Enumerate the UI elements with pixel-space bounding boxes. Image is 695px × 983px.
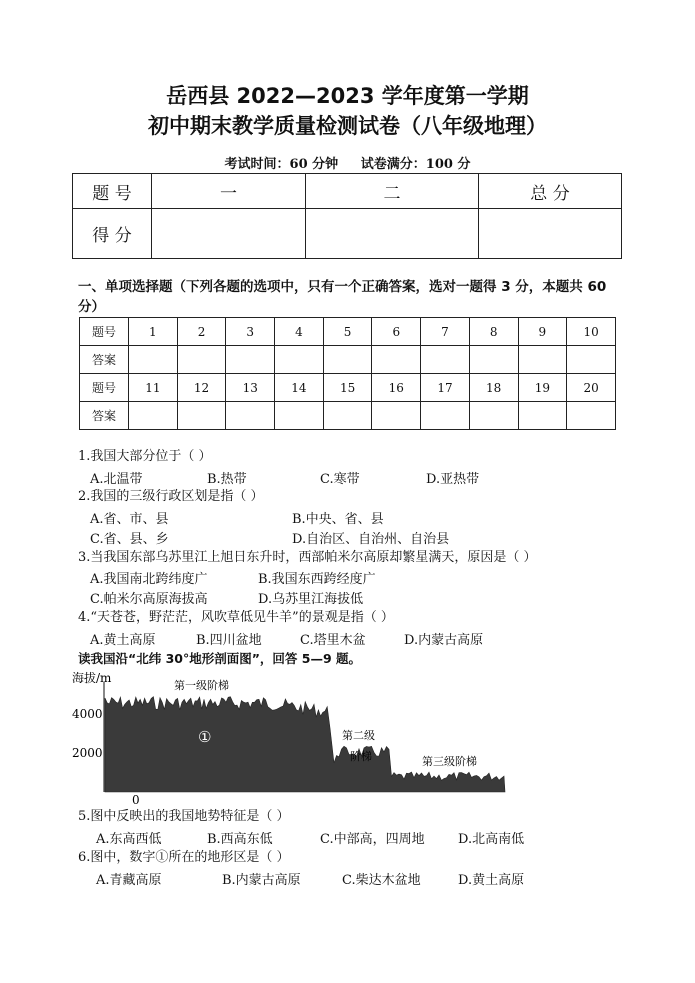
terrain-profile-area — [105, 697, 505, 792]
option[interactable]: D.自治区、自治州、自治县 — [292, 532, 450, 547]
y-tick-4000: 4000 — [72, 707, 103, 721]
row-label: 题号 — [80, 374, 129, 402]
question-number-cell: 6 — [372, 318, 421, 346]
option[interactable]: D.北高南低 — [458, 832, 525, 847]
answer-cell[interactable] — [226, 402, 275, 430]
question-number-cell: 9 — [518, 318, 567, 346]
question-number-cell: 18 — [469, 374, 518, 402]
question-number-cell: 8 — [469, 318, 518, 346]
option[interactable]: B.我国东西跨经度广 — [258, 572, 376, 587]
answer-grid-answer-row — [80, 402, 616, 430]
option[interactable]: D.乌苏里江海拔低 — [258, 592, 364, 607]
question-number-cell: 4 — [275, 318, 324, 346]
score-header-part1: 一 — [152, 174, 306, 209]
y-tick-0: 0 — [132, 793, 140, 806]
option[interactable]: A.黄土高原 — [90, 633, 156, 648]
answer-cell[interactable] — [323, 402, 372, 430]
question-stem: 5.图中反映出的我国地势特征是（ ） — [78, 809, 290, 824]
row-label: 答案 — [80, 402, 129, 430]
score-table — [72, 173, 622, 259]
question-number-cell: 19 — [518, 374, 567, 402]
option[interactable]: A.东高西低 — [96, 832, 162, 847]
question-number-cell: 3 — [226, 318, 275, 346]
option[interactable]: B.热带 — [207, 472, 247, 487]
question-number-cell: 15 — [323, 374, 372, 402]
question-stem: 1.我国大部分位于（ ） — [78, 449, 212, 464]
answer-cell[interactable] — [567, 346, 616, 374]
answer-cell[interactable] — [129, 346, 178, 374]
answer-cell[interactable] — [469, 402, 518, 430]
answer-cell[interactable] — [469, 346, 518, 374]
row-label: 答案 — [80, 346, 129, 374]
y-axis-label: 海拔/m — [72, 671, 112, 685]
question-number-cell: 12 — [177, 374, 226, 402]
answer-cell[interactable] — [518, 402, 567, 430]
answer-cell[interactable] — [421, 346, 470, 374]
question-stem: 3.当我国东部乌苏里江上旭日东升时，西部帕米尔高原却繁星满天，原因是（ ） — [78, 550, 537, 565]
option[interactable]: A.青藏高原 — [96, 873, 162, 888]
option[interactable]: D.亚热带 — [426, 472, 480, 487]
step3-label: 第三级阶梯 — [422, 755, 477, 768]
score-header-part2: 二 — [306, 174, 479, 209]
option[interactable]: A.北温带 — [90, 472, 143, 487]
option[interactable]: C.省、县、乡 — [90, 532, 169, 547]
answer-grid-number-row — [80, 318, 616, 346]
option[interactable]: B.中央、省、县 — [292, 512, 384, 527]
exam-title-line2: 初中期末教学质量检测试卷（八年级地理） — [148, 114, 547, 138]
option[interactable]: C.寒带 — [320, 472, 360, 487]
question-number-cell: 2 — [177, 318, 226, 346]
option[interactable]: D.黄土高原 — [458, 873, 525, 888]
answer-cell[interactable] — [226, 346, 275, 374]
marker-1: ① — [198, 728, 212, 746]
figure-intro: 读我国沿“北纬 30°地形剖面图”，回答 5—9 题。 — [78, 651, 362, 666]
answer-cell[interactable] — [177, 346, 226, 374]
score-header-total: 总 分 — [479, 174, 622, 209]
question-number-cell: 5 — [323, 318, 372, 346]
score-header-label: 题 号 — [73, 174, 152, 209]
option[interactable]: A.我国南北跨纬度广 — [90, 572, 208, 587]
option[interactable]: B.西高东低 — [207, 832, 273, 847]
question-number-cell: 1 — [129, 318, 178, 346]
option[interactable]: B.内蒙古高原 — [222, 873, 301, 888]
answer-grid-answer-row — [80, 346, 616, 374]
option[interactable]: C.柴达木盆地 — [342, 873, 421, 888]
step2-label-a: 第二级 — [342, 729, 375, 742]
question-number-cell: 13 — [226, 374, 275, 402]
answer-cell[interactable] — [518, 346, 567, 374]
option[interactable]: C.帕米尔高原海拔高 — [90, 592, 208, 607]
row-label: 题号 — [80, 318, 129, 346]
exam-info: 考试时间：60 分钟 试卷满分：100 分 — [224, 157, 471, 172]
section1-heading: 一、单项选择题（下列各题的选项中，只有一个正确答案，选对一题得 3 分，本题共 60 分） — [78, 279, 607, 315]
question-stem: 2.我国的三级行政区划是指（ ） — [78, 489, 264, 504]
answer-cell[interactable] — [323, 346, 372, 374]
answer-grid-number-row — [80, 374, 616, 402]
score-row-label: 得 分 — [73, 209, 152, 259]
option[interactable]: D.内蒙古高原 — [404, 633, 484, 648]
question-number-cell: 10 — [567, 318, 616, 346]
answer-cell[interactable] — [372, 346, 421, 374]
exam-title-line1: 岳西县 2022—2023 学年度第一学期 — [166, 84, 529, 108]
question-number-cell: 17 — [421, 374, 470, 402]
question-number-cell: 11 — [129, 374, 178, 402]
answer-cell[interactable] — [177, 402, 226, 430]
answer-cell[interactable] — [275, 346, 324, 374]
option[interactable]: C.塔里木盆 — [300, 633, 366, 648]
terrain-profile-figure — [68, 668, 518, 806]
step2-label-b: 阶梯 — [350, 750, 372, 763]
option[interactable]: B.四川盆地 — [196, 633, 262, 648]
score-cell-part2[interactable] — [306, 209, 479, 259]
answer-cell[interactable] — [372, 402, 421, 430]
question-number-cell: 14 — [275, 374, 324, 402]
question-number-cell: 20 — [567, 374, 616, 402]
answer-cell[interactable] — [129, 402, 178, 430]
answer-cell[interactable] — [567, 402, 616, 430]
question-number-cell: 16 — [372, 374, 421, 402]
score-cell-part1[interactable] — [152, 209, 306, 259]
answer-cell[interactable] — [275, 402, 324, 430]
y-tick-2000: 2000 — [72, 746, 103, 760]
answer-grid — [79, 317, 616, 430]
question-stem: 4.“天苍苍，野茫茫，风吹草低见牛羊”的景观是指（ ） — [78, 610, 394, 625]
score-cell-total[interactable] — [479, 209, 622, 259]
question-stem: 6.图中，数字①所在的地形区是（ ） — [78, 850, 290, 865]
step1-label: 第一级阶梯 — [174, 679, 229, 692]
question-number-cell: 7 — [421, 318, 470, 346]
option[interactable]: A.省、市、县 — [90, 512, 169, 527]
option[interactable]: C.中部高，四周地 — [320, 832, 425, 847]
answer-cell[interactable] — [421, 402, 470, 430]
